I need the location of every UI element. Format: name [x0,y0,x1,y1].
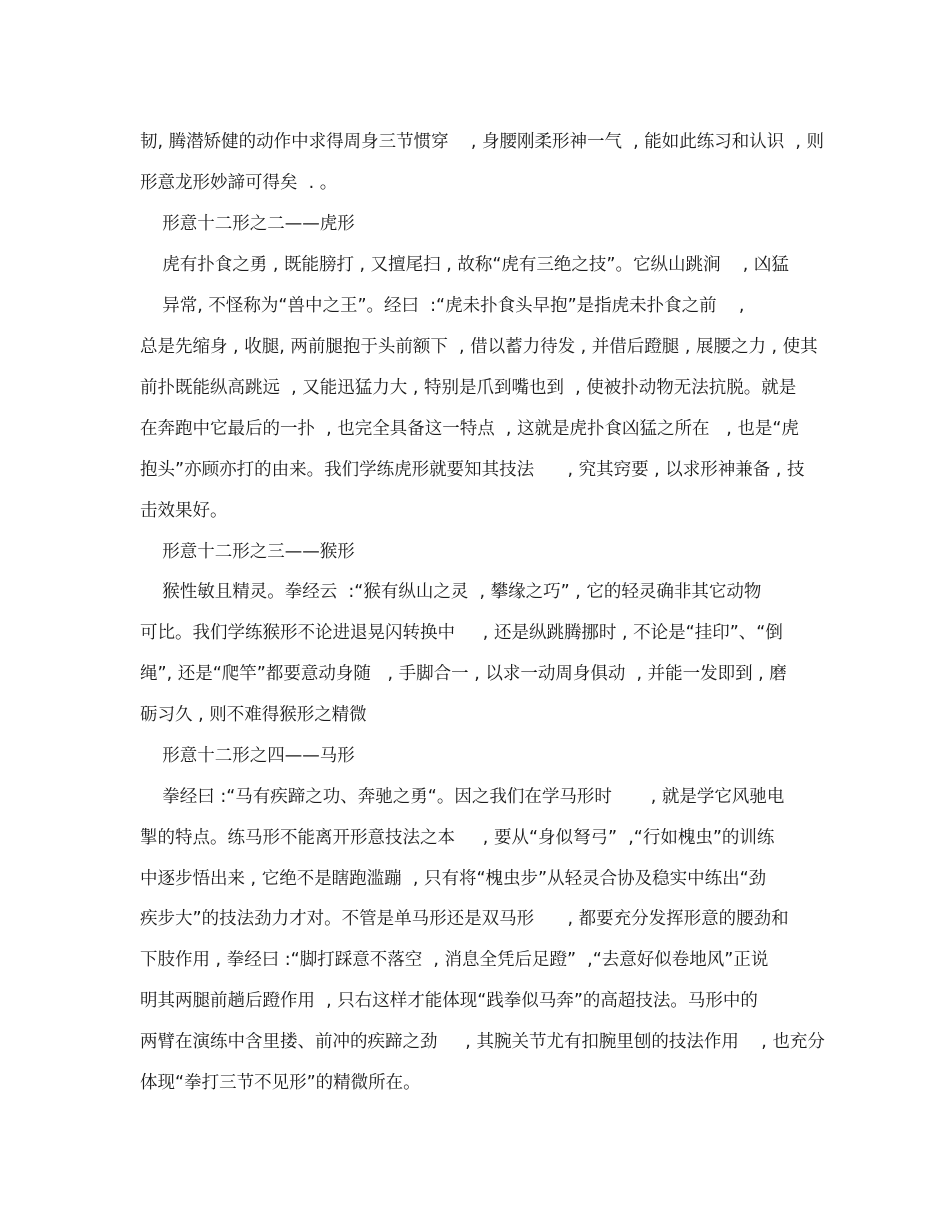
section-heading-monkey: 形意十二形之三——猴形 [140,542,355,562]
text-line: 前扑既能纵高跳远 , 又能迅猛力大 , 特别是爪到嘴也到 , 使被扑动物无法抗脱。就是 [140,378,797,398]
text-line: 下肢作用 , 拳经曰 :“脚打踩意不落空 , 消息全凭后足蹬” ,“去意好似卷地风”正说 [140,950,769,970]
text-line: 韧, 腾潜矫健的动作中求得周身三节惯穿 , 身腰刚柔形神一气 , 能如此练习和认识 , 则 [140,132,825,152]
text-line: 掣的特点。练马形不能离开形意技法之本 , 要从“身似弩弓” ,“行如槐虫”的训练 [140,828,775,848]
text-line: 抱头”亦顾亦打的由来。我们学练虎形就要知其技法 , 究其窍要 , 以求形神兼备 , 技 [140,460,805,480]
text-line: 在奔跑中它最后的一扑 , 也完全具备这一特点 , 这就是虎扑食凶猛之所在 , 也是“虎 [140,419,799,439]
text-line: 两臂在演练中含里搂、前冲的疾蹄之劲 , 其腕关节尤有扣腕里刨的技法作用 , 也充分 [140,1032,825,1052]
text-line: 猴性敏且精灵。拳经云 :“猴有纵山之灵 , 攀缘之巧” , 它的轻灵确非其它动物 [140,582,762,602]
text-line: 明其两腿前趟后蹬作用 , 只右这样才能体现“践拳似马奔”的高超技法。马形中的 [140,991,758,1011]
text-line: 可比。我们学练猴形不论进退晃闪转换中 , 还是纵跳腾挪时 , 不论是“挂印”、“倒 [140,623,783,643]
text-line: 中逐步悟出来 , 它绝不是瞎跑滥蹦 , 只有将“槐虫步”从轻灵合协及稳实中练出“劲 [140,869,767,889]
text-line: 体现“拳打三节不见形”的精微所在。 [140,1073,421,1093]
text-line: 砺习久 , 则不难得猴形之精微 [140,705,367,725]
text-line: 绳”, 还是“爬竿”都要意动身随 , 手脚合一 , 以求一动周身俱动 , 并能一发即到 , 磨 [140,664,787,684]
text-line: 疾步大”的技法劲力才对。不管是单马形还是双马形 , 都要充分发挥形意的腰劲和 [140,909,789,929]
text-line: 拳经曰 :“马有疾蹄之功、奔驰之勇“。因之我们在学马形时 , 就是学它风驰电 [140,787,785,807]
text-line: 异常, 不怪称为“兽中之王”。经曰 :“虎未扑食头早抱”是指虎未扑食之前 , [140,296,745,316]
text-line: 击效果好。 [140,501,228,521]
text-line: 总是先缩身 , 收腿, 两前腿抱于头前额下 , 借以蓄力待发 , 并借后蹬腿 , 展腰之力 , 使其 [140,337,818,357]
text-line: 虎有扑食之勇 , 既能膀打 , 又擅尾扫 , 故称“虎有三绝之技”。它纵山跳涧 , 凶猛 [140,255,789,275]
section-heading-tiger: 形意十二形之二——虎形 [140,214,355,234]
section-heading-horse: 形意十二形之四——马形 [140,746,355,766]
text-line: 形意龙形妙諦可得矣 . 。 [140,173,338,193]
